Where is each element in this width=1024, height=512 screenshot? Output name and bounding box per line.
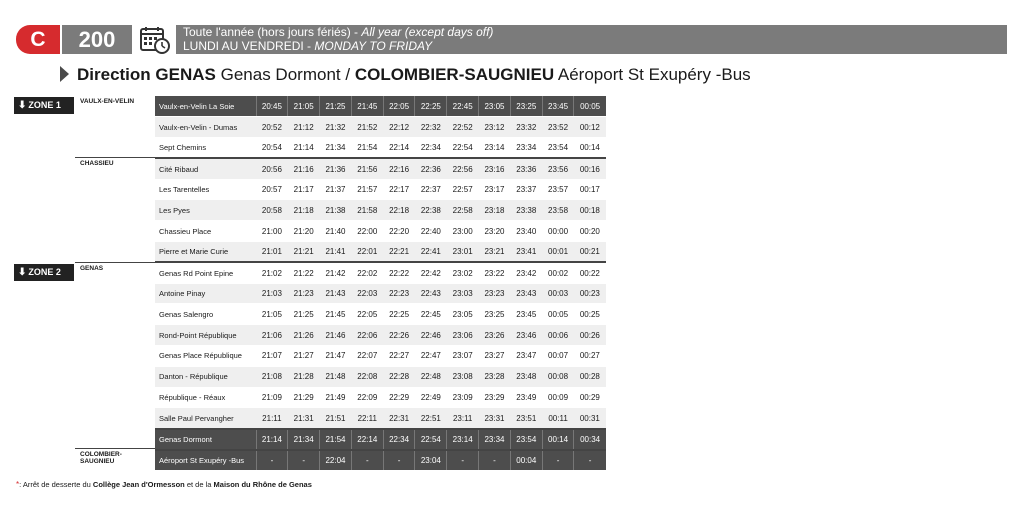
town-divider [75, 157, 155, 158]
departure-time: - [574, 450, 606, 471]
departure-time: 23:42 [510, 262, 542, 283]
departure-time: 21:41 [320, 242, 352, 263]
departure-time: 21:52 [351, 117, 383, 138]
departure-time: 23:34 [510, 138, 542, 159]
departure-time: 23:45 [542, 96, 574, 117]
departure-time: 23:20 [479, 221, 511, 242]
departure-time: 21:38 [320, 200, 352, 221]
departure-time: 22:57 [447, 179, 479, 200]
stop-name: Vaulx-en-Velin - Dumas [155, 117, 256, 138]
departure-time: 00:08 [542, 366, 574, 387]
departure-time: 23:49 [510, 387, 542, 408]
departure-time: 20:56 [256, 158, 288, 179]
stop-name: Genas Rd Point Epine [155, 262, 256, 283]
departure-time: 22:58 [447, 200, 479, 221]
departure-time: 00:14 [542, 429, 574, 450]
departure-time: 22:49 [415, 387, 447, 408]
departure-time: 00:07 [542, 346, 574, 367]
departure-time: 22:01 [351, 242, 383, 263]
departure-time: 21:51 [320, 408, 352, 429]
departure-time: 22:36 [415, 158, 447, 179]
departure-time: 23:25 [510, 96, 542, 117]
departure-time: 22:14 [351, 429, 383, 450]
departure-time: 21:12 [288, 117, 320, 138]
line-number-badge: 200 [62, 25, 132, 54]
departure-time: 00:09 [542, 387, 574, 408]
departure-time: 23:22 [479, 262, 511, 283]
departure-time: 23:34 [479, 429, 511, 450]
departure-time: 23:07 [447, 346, 479, 367]
departure-time: 23:21 [479, 242, 511, 263]
departure-time: 21:29 [288, 387, 320, 408]
departure-time: 23:38 [510, 200, 542, 221]
departure-time: - [351, 450, 383, 471]
departure-time: 21:21 [288, 242, 320, 263]
stop-name: Genas Dormont [155, 429, 256, 450]
departure-time: 21:25 [320, 96, 352, 117]
departure-time: 20:58 [256, 200, 288, 221]
departure-time: 23:48 [510, 366, 542, 387]
table-row [155, 366, 606, 387]
stop-name: Sept Chemins [155, 138, 256, 159]
departure-time: 23:52 [542, 117, 574, 138]
departure-time: 23:17 [479, 179, 511, 200]
departure-time: 22:17 [383, 179, 415, 200]
departure-time: 22:22 [383, 262, 415, 283]
departure-time: 00:00 [542, 221, 574, 242]
departure-time: 21:57 [351, 179, 383, 200]
town-divider [75, 448, 155, 449]
departure-time: 00:23 [574, 283, 606, 304]
departure-time: 00:22 [574, 262, 606, 283]
departure-time: 23:12 [479, 117, 511, 138]
departure-time: 21:31 [288, 408, 320, 429]
schedule-period-bar [176, 25, 1007, 54]
departure-time: 22:12 [383, 117, 415, 138]
departure-time: 22:23 [383, 283, 415, 304]
departure-time: 23:26 [479, 325, 511, 346]
departure-time: - [447, 450, 479, 471]
departure-time: 00:05 [542, 304, 574, 325]
departure-time: 20:45 [256, 96, 288, 117]
stop-name: Antoine Pinay [155, 283, 256, 304]
departure-time: 22:14 [383, 138, 415, 159]
departure-time: 22:45 [447, 96, 479, 117]
departure-time: 22:54 [415, 429, 447, 450]
departure-time: 22:37 [415, 179, 447, 200]
departure-time: 23:14 [479, 138, 511, 159]
departure-time: 21:03 [256, 283, 288, 304]
departure-time: 21:23 [288, 283, 320, 304]
zone-2-badge: ⬇ ZONE 2 [14, 264, 74, 281]
departure-time: 21:05 [256, 304, 288, 325]
stop-name: République - Réaux [155, 387, 256, 408]
table-row [155, 429, 606, 450]
table-row [155, 346, 606, 367]
departure-time: 23:58 [542, 200, 574, 221]
departure-time: 21:54 [320, 429, 352, 450]
table-row [155, 117, 606, 138]
departure-time: 23:04 [415, 450, 447, 471]
stop-name: Chassieu Place [155, 221, 256, 242]
departure-time: 00:18 [574, 200, 606, 221]
departure-time: 22:20 [383, 221, 415, 242]
departure-time: 22:52 [447, 117, 479, 138]
table-row [155, 179, 606, 200]
down-arrow-icon: ⬇ [18, 267, 27, 278]
town-label: VAULX-EN-VELIN [80, 98, 135, 105]
departure-time: 23:05 [479, 96, 511, 117]
departure-time: 00:20 [574, 221, 606, 242]
departure-time: 00:02 [542, 262, 574, 283]
departure-time: 23:16 [479, 158, 511, 179]
departure-time: 21:37 [320, 179, 352, 200]
table-row [155, 304, 606, 325]
departure-time: 00:03 [542, 283, 574, 304]
departure-time: 00:34 [574, 429, 606, 450]
departure-time: 22:25 [415, 96, 447, 117]
departure-time: 21:32 [320, 117, 352, 138]
departure-time: 00:27 [574, 346, 606, 367]
departure-time: 22:03 [351, 283, 383, 304]
departure-time: 23:41 [510, 242, 542, 263]
departure-time: 21:07 [256, 346, 288, 367]
departure-time: 23:32 [510, 117, 542, 138]
departure-time: 22:05 [383, 96, 415, 117]
stop-name: Rond-Point République [155, 325, 256, 346]
departure-time: 22:00 [351, 221, 383, 242]
departure-time: 23:37 [510, 179, 542, 200]
departure-time: 23:46 [510, 325, 542, 346]
departure-time: 21:43 [320, 283, 352, 304]
departure-time: 23:03 [447, 283, 479, 304]
departure-time: 00:29 [574, 387, 606, 408]
departure-time: 00:31 [574, 408, 606, 429]
play-arrow-icon [60, 66, 69, 82]
stop-name: Cité Ribaud [155, 158, 256, 179]
departure-time: 22:26 [383, 325, 415, 346]
stop-name: Aéroport St Exupéry -Bus [155, 450, 256, 471]
departure-time: 22:18 [383, 200, 415, 221]
departure-time: 23:23 [479, 283, 511, 304]
departure-time: 00:01 [542, 242, 574, 263]
departure-time: 21:08 [256, 366, 288, 387]
table-row [155, 158, 606, 179]
departure-time: 21:54 [351, 138, 383, 159]
departure-time: 21:48 [320, 366, 352, 387]
departure-time: 21:01 [256, 242, 288, 263]
departure-time: 23:51 [510, 408, 542, 429]
departure-time: 23:06 [447, 325, 479, 346]
departure-time: 23:05 [447, 304, 479, 325]
departure-time: 22:47 [415, 346, 447, 367]
line-header [16, 25, 1007, 54]
departure-time: 21:26 [288, 325, 320, 346]
departure-time: 23:09 [447, 387, 479, 408]
departure-time: 22:34 [415, 138, 447, 159]
departure-time: 20:57 [256, 179, 288, 200]
departure-time: 21:14 [288, 138, 320, 159]
departure-time: 22:05 [351, 304, 383, 325]
town-label: CHASSIEU [80, 160, 114, 167]
departure-time: 23:08 [447, 366, 479, 387]
departure-time: 00:04 [510, 450, 542, 471]
departure-time: 23:02 [447, 262, 479, 283]
departure-time: 22:11 [351, 408, 383, 429]
departure-time: 22:41 [415, 242, 447, 263]
stop-name: Danton - République [155, 366, 256, 387]
departure-time: 22:32 [415, 117, 447, 138]
departure-time: 21:36 [320, 158, 352, 179]
departure-time: 23:31 [479, 408, 511, 429]
departure-time: 21:16 [288, 158, 320, 179]
departure-time: 23:54 [542, 138, 574, 159]
table-row [155, 200, 606, 221]
calendar-clock-icon [138, 25, 172, 54]
table-row [155, 387, 606, 408]
departure-time: 21:58 [351, 200, 383, 221]
departure-time: 00:05 [574, 96, 606, 117]
departure-time: 21:09 [256, 387, 288, 408]
stop-name: Les Pyes [155, 200, 256, 221]
departure-time: 23:14 [447, 429, 479, 450]
departure-time: - [288, 450, 320, 471]
departure-time: - [383, 450, 415, 471]
departure-time: 21:45 [351, 96, 383, 117]
departure-time: 23:47 [510, 346, 542, 367]
departure-time: 23:36 [510, 158, 542, 179]
departure-time: 22:46 [415, 325, 447, 346]
town-divider [75, 262, 155, 263]
departure-time: 23:25 [479, 304, 511, 325]
down-arrow-icon: ⬇ [18, 100, 27, 111]
departure-time: 22:43 [415, 283, 447, 304]
departure-time: 22:08 [351, 366, 383, 387]
departure-time: 21:45 [320, 304, 352, 325]
town-label: COLOMBIER- SAUGNIEU [80, 451, 122, 465]
departure-time: 21:18 [288, 200, 320, 221]
departure-time: 22:29 [383, 387, 415, 408]
departure-time: 22:54 [447, 138, 479, 159]
departure-time: 22:38 [415, 200, 447, 221]
departure-time: 22:51 [415, 408, 447, 429]
departure-time: 21:49 [320, 387, 352, 408]
departure-time: 21:47 [320, 346, 352, 367]
days-line: LUNDI AU VENDREDI - MONDAY TO FRIDAY [183, 38, 433, 53]
departure-time: - [479, 450, 511, 471]
departure-time: - [256, 450, 288, 471]
departure-time: 00:26 [574, 325, 606, 346]
table-row [155, 283, 606, 304]
stop-name: Les Tarentelles [155, 179, 256, 200]
departure-time: 23:40 [510, 221, 542, 242]
departure-time: 21:22 [288, 262, 320, 283]
departure-time: 22:06 [351, 325, 383, 346]
departure-time: 23:28 [479, 366, 511, 387]
timetable [155, 96, 606, 471]
table-row [155, 138, 606, 159]
departure-time: 23:45 [510, 304, 542, 325]
departure-time: 00:17 [574, 179, 606, 200]
departure-time: 21:05 [288, 96, 320, 117]
table-row [155, 325, 606, 346]
departure-time: 22:48 [415, 366, 447, 387]
direction-title: Direction GENAS Genas Dormont / COLOMBIER-SAUGNIEU Aéroport St Exupéry -Bus [60, 64, 751, 86]
departure-time: 22:40 [415, 221, 447, 242]
departure-time: 20:54 [256, 138, 288, 159]
departure-time: 21:28 [288, 366, 320, 387]
departure-time: 22:25 [383, 304, 415, 325]
departure-time: 23:11 [447, 408, 479, 429]
departure-time: 22:31 [383, 408, 415, 429]
departure-time: 21:20 [288, 221, 320, 242]
departure-time: 22:42 [415, 262, 447, 283]
departure-time: 21:06 [256, 325, 288, 346]
departure-time: 21:46 [320, 325, 352, 346]
departure-time: 20:52 [256, 117, 288, 138]
line-letter-badge: C [16, 25, 60, 54]
table-row [155, 96, 606, 117]
table-row [155, 242, 606, 263]
departure-time: 22:16 [383, 158, 415, 179]
departure-time: 21:42 [320, 262, 352, 283]
departure-time: 21:17 [288, 179, 320, 200]
departure-time: 23:27 [479, 346, 511, 367]
table-row [155, 450, 606, 471]
stop-name: Salle Paul Pervangher [155, 408, 256, 429]
departure-time: 22:45 [415, 304, 447, 325]
departure-time: 22:34 [383, 429, 415, 450]
departure-time: 23:01 [447, 242, 479, 263]
departure-time: 00:21 [574, 242, 606, 263]
departure-time: 22:09 [351, 387, 383, 408]
departure-time: 21:40 [320, 221, 352, 242]
departure-time: 22:07 [351, 346, 383, 367]
departure-time: 22:27 [383, 346, 415, 367]
stop-name: Vaulx-en-Velin La Soie [155, 96, 256, 117]
table-row [155, 262, 606, 283]
departure-time: 23:29 [479, 387, 511, 408]
period-line: Toute l'année (hors jours fériés) - All year (except days off) [183, 25, 494, 39]
table-row [155, 221, 606, 242]
departure-time: 23:18 [479, 200, 511, 221]
departure-time: 21:14 [256, 429, 288, 450]
departure-time: 22:02 [351, 262, 383, 283]
departure-time: 00:28 [574, 366, 606, 387]
departure-time: 22:56 [447, 158, 479, 179]
departure-time: 23:57 [542, 179, 574, 200]
departure-time: 21:27 [288, 346, 320, 367]
departure-time: 00:12 [574, 117, 606, 138]
departure-time: 00:16 [574, 158, 606, 179]
stop-name: Pierre et Marie Curie [155, 242, 256, 263]
departure-time: 21:11 [256, 408, 288, 429]
zone-1-badge: ⬇ ZONE 1 [14, 97, 74, 114]
table-row [155, 408, 606, 429]
departure-time: 22:21 [383, 242, 415, 263]
stop-name: Genas Salengro [155, 304, 256, 325]
departure-time: 23:54 [510, 429, 542, 450]
departure-time: 22:04 [320, 450, 352, 471]
departure-time: 22:28 [383, 366, 415, 387]
departure-time: 00:06 [542, 325, 574, 346]
departure-time: 21:56 [351, 158, 383, 179]
departure-time: 23:00 [447, 221, 479, 242]
departure-time: 23:43 [510, 283, 542, 304]
town-label: GENAS [80, 265, 104, 272]
departure-time: 21:00 [256, 221, 288, 242]
departure-time: 23:56 [542, 158, 574, 179]
stop-name: Genas Place République [155, 346, 256, 367]
departure-time: 00:11 [542, 408, 574, 429]
departure-time: 21:25 [288, 304, 320, 325]
departure-time: 21:34 [288, 429, 320, 450]
departure-time: 21:34 [320, 138, 352, 159]
departure-time: 00:14 [574, 138, 606, 159]
departure-time: 21:02 [256, 262, 288, 283]
footnote: *: Arrêt de desserte du Collège Jean d'Ormesson et de la Maison du Rhône de Genas [16, 480, 312, 489]
departure-time: 00:25 [574, 304, 606, 325]
departure-time: - [542, 450, 574, 471]
